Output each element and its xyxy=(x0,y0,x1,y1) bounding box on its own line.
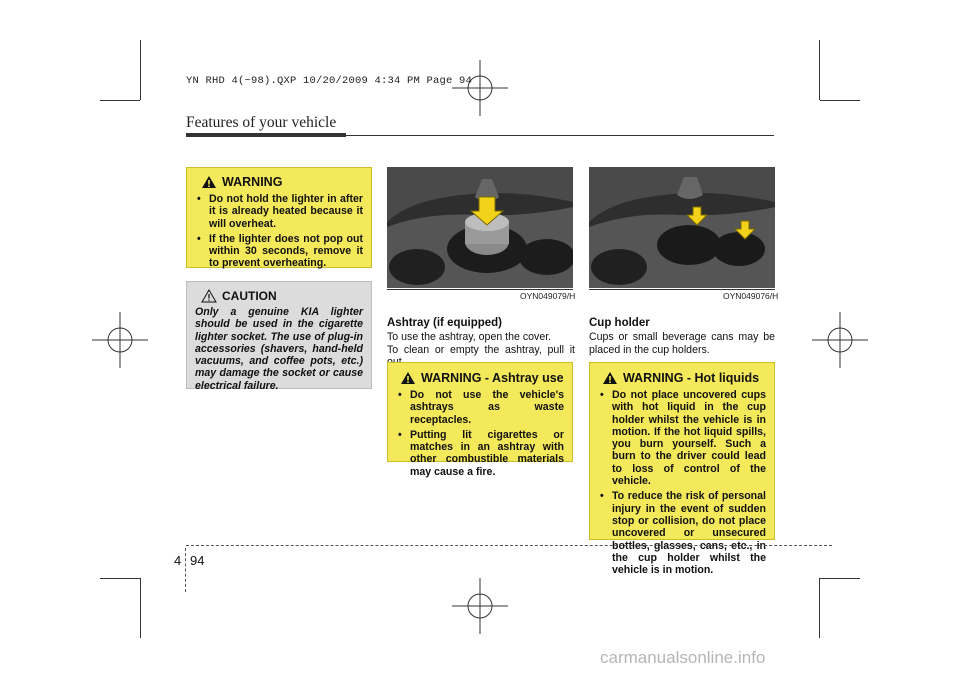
warning-item: • Putting lit cigarettes or matches in an ashtray with other combustible materials may cause a fire. xyxy=(396,429,564,478)
warning-item: • If the lighter does not pop out within 30 seconds, remove it to prevent overheating. xyxy=(195,233,363,270)
crop-mark xyxy=(820,100,860,101)
footer-separator xyxy=(185,548,187,592)
registration-mark xyxy=(452,60,508,116)
figure-rule xyxy=(589,289,775,290)
crop-mark xyxy=(140,578,141,638)
crop-mark xyxy=(819,40,820,100)
lighter-warning-box xyxy=(186,167,372,268)
paragraph: To use the ashtray, open the cover. xyxy=(387,331,552,343)
hot-liquids-warning-box xyxy=(589,362,775,577)
figure-code: OYN049079/H xyxy=(520,291,576,301)
cup-holder-text xyxy=(589,331,775,356)
ashtray-heading: Ashtray (if equipped) xyxy=(387,317,503,329)
registration-mark xyxy=(92,312,148,368)
chapter-number: 4 xyxy=(174,553,182,568)
caution-title: CAUTION xyxy=(222,289,277,303)
registration-mark xyxy=(812,312,868,368)
caution-heading xyxy=(195,289,363,303)
print-slug: YN RHD 4(~98).QXP 10/20/2009 4:34 PM Page 94 xyxy=(186,75,473,87)
title-rule xyxy=(346,135,774,136)
warning-icon xyxy=(201,175,217,189)
footer-rule xyxy=(186,545,832,546)
lighter-caution-box xyxy=(186,281,372,392)
warning-title: WARNING xyxy=(222,175,283,189)
warning-item: • Do not place uncovered cups with hot liquid in the cup holder whilst the vehicle is in motion. If the hot liquid spills, you burn yourself. Such a burn to the driver could lead to loss of control of the vehicle. xyxy=(598,389,766,487)
cup-holder-photo xyxy=(589,167,775,288)
crop-mark xyxy=(140,40,141,100)
warning-icon xyxy=(602,371,618,385)
warning-item: • Do not hold the lighter in after it is already heated because it will overheat. xyxy=(195,193,363,230)
cup-holder-heading: Cup holder xyxy=(589,317,650,329)
figure-code: OYN049076/H xyxy=(723,291,779,301)
paragraph: Cups or small beverage cans may be placed in the cup holders. xyxy=(589,331,775,356)
page-number: 94 xyxy=(190,553,205,568)
ashtray-warning-box xyxy=(387,362,573,478)
caution-text: Only a genuine KIA lighter should be used in the cigarette lighter socket. The use of plug-in accessories (shavers, hand-held vacuums, and coffee pots, etc.) may damage the socket or cause electrical failure. xyxy=(195,306,363,392)
registration-mark xyxy=(452,578,508,634)
warning-heading xyxy=(195,175,363,189)
watermark: carmanualsonline.info xyxy=(600,648,766,667)
warning-heading xyxy=(396,371,564,385)
warning-item: • Do not use the vehicle's ashtrays as waste receptacles. xyxy=(396,389,564,426)
crop-mark xyxy=(819,578,820,638)
warning-icon xyxy=(400,371,416,385)
crop-mark xyxy=(820,578,860,579)
warning-title: WARNING - Hot liquids xyxy=(623,371,760,385)
figure-rule xyxy=(387,289,573,290)
warning-heading xyxy=(598,371,766,385)
title-bar xyxy=(186,133,346,137)
crop-mark xyxy=(100,578,140,579)
crop-mark xyxy=(100,100,140,101)
paragraph: To clean or empty the ashtray, pull it xyxy=(387,343,575,356)
ashtray-photo xyxy=(387,167,573,288)
warning-title: WARNING - Ashtray use xyxy=(421,371,564,385)
warning-item: • To reduce the risk of personal injury in the event of sudden stop or collision, do not place uncovered or unsecured bottles, glasses, cans, etc., in the cup holder whilst the vehicle is in motion. xyxy=(598,490,766,576)
caution-icon xyxy=(201,289,217,303)
section-title: Features of your vehicle xyxy=(186,114,337,131)
